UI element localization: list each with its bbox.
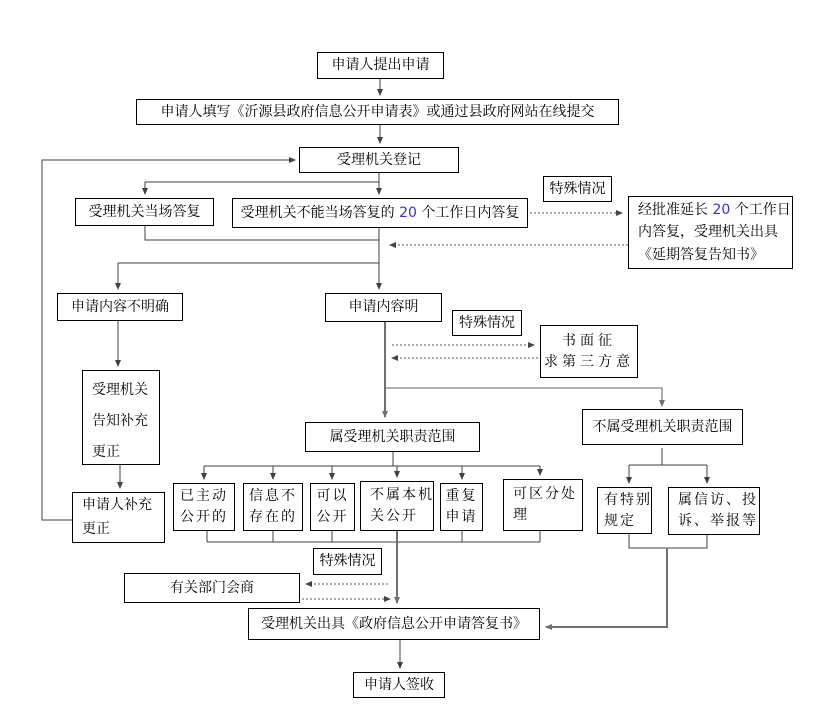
node-fill-application-form: 申请人填写《沂源县政府信息公开申请表》或通过县政府网站在线提交 — [136, 99, 619, 125]
arrow-to-unclear — [118, 263, 379, 289]
node-special-case-3: 特殊情况 — [313, 548, 382, 575]
node-applicant-submit: 申请人提出申请 — [317, 52, 444, 79]
node-notify-supplement: 受理机关 告知补充 更正 — [82, 370, 160, 465]
node-repeat-application: 重复 申请 — [440, 483, 483, 531]
node-in-scope: 属受理机关职责范围 — [305, 422, 480, 452]
node-not-this-org-public: 不属本机 关公开 — [360, 481, 434, 531]
node-deadline-reply: 受理机关不能当场答复的 20 个工作日内答复 — [232, 198, 528, 228]
node-out-of-scope: 不属受理机关职责范围 — [582, 409, 743, 445]
node-content-unclear: 申请内容不明确 — [57, 293, 183, 321]
arrow-petition-to-reply — [546, 548, 667, 627]
node-issue-reply-document: 受理机关出具《政府信息公开申请答复书》 — [248, 608, 540, 640]
node-already-public: 已主动 公开的 — [173, 483, 235, 531]
line-onsite-merge — [145, 226, 379, 240]
node-third-party-consult: 书面征 求第三方意 — [540, 325, 638, 378]
node-separable-handling: 可区分处 理 — [503, 479, 583, 531]
node-department-consult: 有关部门会商 — [124, 573, 300, 603]
arrow-clear-to-outscope — [385, 388, 662, 406]
node-special-case-1: 特殊情况 — [543, 176, 612, 202]
node-onsite-reply: 受理机关当场答复 — [75, 198, 214, 226]
node-can-be-public: 可以 公开 — [310, 483, 355, 531]
node-applicant-supplement: 申请人补充 更正 — [72, 492, 165, 543]
node-special-case-2: 特殊情况 — [452, 310, 522, 336]
node-register: 受理机关登记 — [299, 147, 459, 173]
node-applicant-sign: 申请人签收 — [353, 672, 445, 698]
node-content-clear: 申请内容明 — [325, 293, 442, 322]
node-info-not-exist: 信息不 存在的 — [243, 483, 303, 531]
node-petition-complaint: 属信访、投 诉、举报等 — [668, 487, 760, 535]
arrow-register-to-onsite — [145, 173, 379, 194]
bracket-special-petition — [629, 534, 707, 548]
node-extension-reply: 经批准延长 20 个工作日 内答复，受理机关出具 《延期答复告知书》 — [628, 196, 793, 269]
node-special-rule: 有特别 规定 — [597, 487, 652, 534]
